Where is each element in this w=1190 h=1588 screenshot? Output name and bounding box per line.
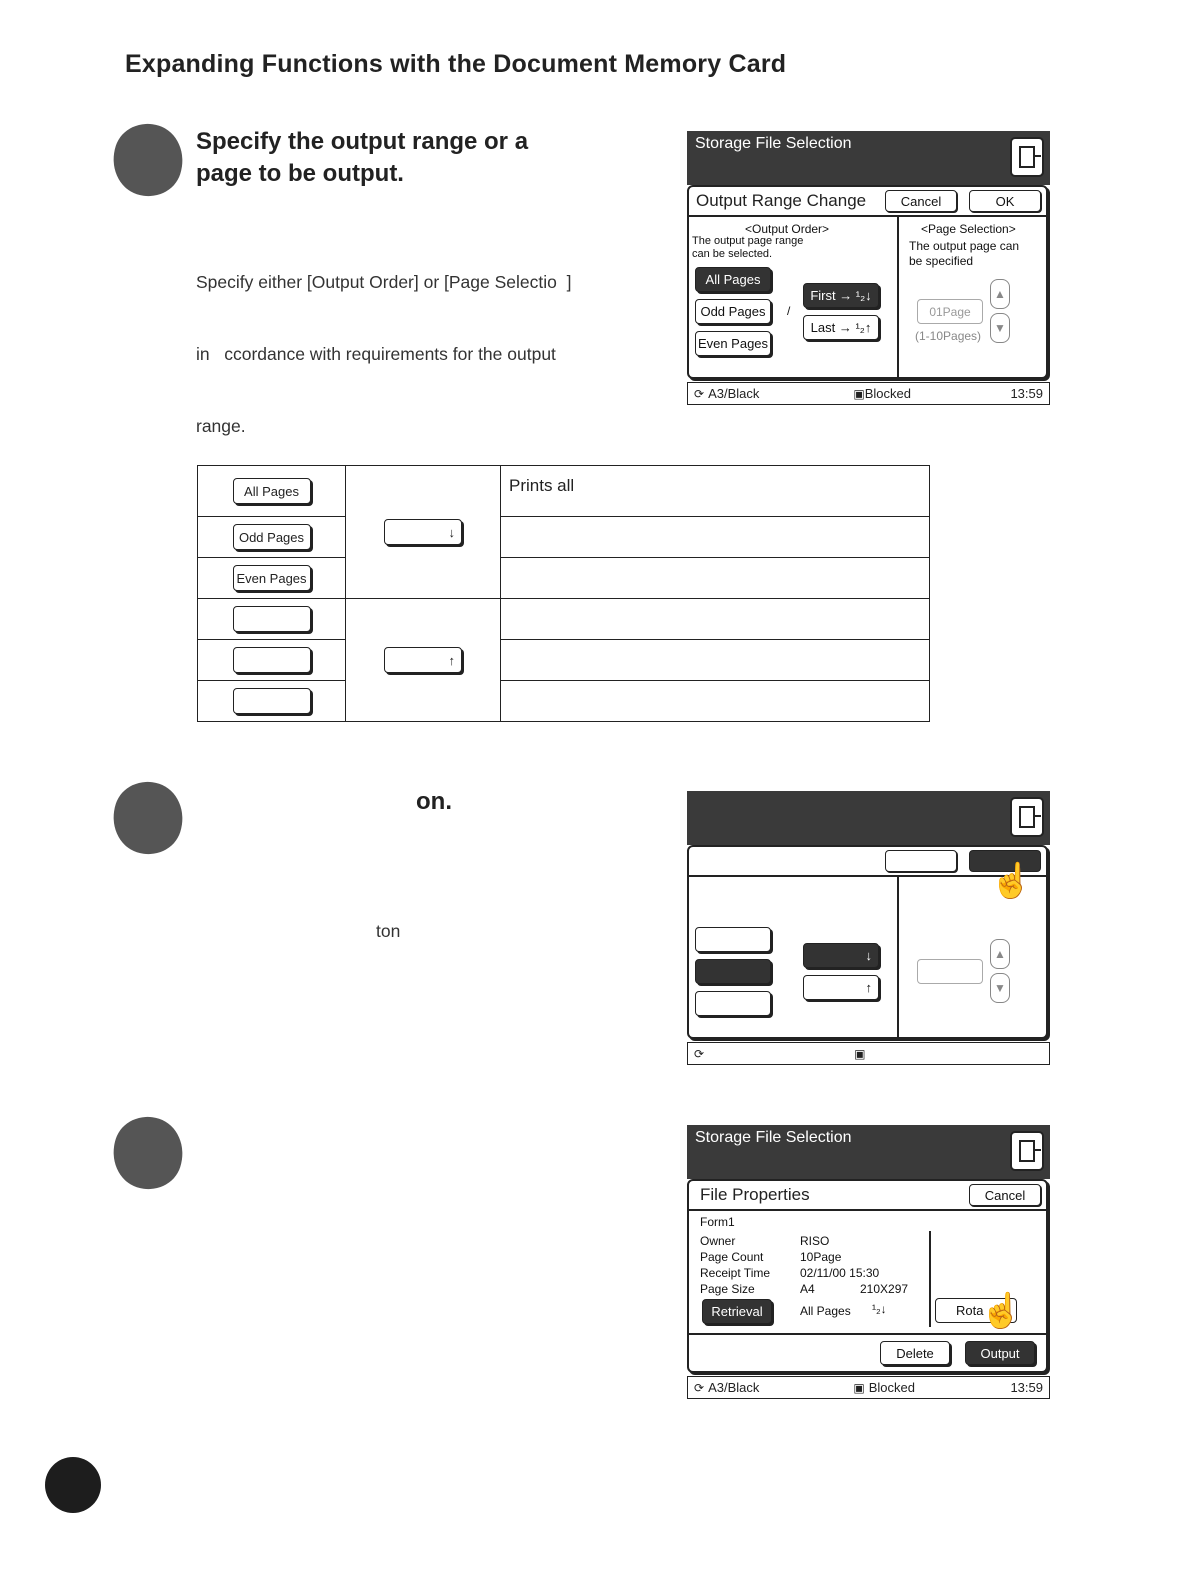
panel-title: Output Range Change xyxy=(696,191,867,210)
all-pages-button[interactable] xyxy=(695,927,771,952)
status-bar xyxy=(687,382,1050,405)
table-row xyxy=(198,517,930,558)
table-even-pages-button: Even Pages xyxy=(233,565,311,591)
page-number-field[interactable] xyxy=(917,959,983,984)
page-count-label: Page Count xyxy=(700,1250,764,1264)
status-bar xyxy=(687,1042,1050,1065)
table-row xyxy=(198,681,930,722)
table-row xyxy=(198,599,930,640)
paper-icon: ⟳ xyxy=(694,1380,705,1395)
up-arrow-icon: ↑ xyxy=(865,980,872,995)
card-icon: ▣ xyxy=(853,386,865,401)
status-state: Blocked xyxy=(864,386,911,401)
panel-title: File Properties xyxy=(700,1185,810,1204)
page-selection-desc-1: The output page can xyxy=(909,239,1020,253)
ok-button[interactable]: OK xyxy=(969,190,1041,212)
down-arrow-icon: ▼ xyxy=(994,321,1006,335)
owner-value: RISO xyxy=(800,1234,830,1248)
table-desc xyxy=(501,640,930,681)
table-row xyxy=(198,466,930,517)
table-odd-pages-button: Odd Pages xyxy=(233,524,311,550)
table-row xyxy=(198,640,930,681)
last-order-button[interactable] xyxy=(803,975,879,1000)
output-order-desc-2: can be selected. xyxy=(692,248,773,260)
table-cell xyxy=(198,681,346,722)
section-divider xyxy=(897,216,899,379)
page-title: Expanding Functions with the Document Memory Card xyxy=(125,50,787,78)
table-blank-button xyxy=(233,606,311,632)
even-pages-button[interactable]: Even Pages xyxy=(695,331,771,356)
down-arrow-icon: ↓ xyxy=(448,524,455,540)
screen-title: Storage File Selection xyxy=(695,1129,852,1146)
confirm-screen xyxy=(687,791,1050,1065)
up-arrow-icon: ↑ xyxy=(448,652,455,668)
table-cell xyxy=(346,466,501,599)
table-desc xyxy=(501,599,930,640)
odd-pages-button[interactable]: Odd Pages xyxy=(695,299,771,324)
card-icon: ▣ xyxy=(853,1380,865,1395)
status-time: 13:59 xyxy=(1010,386,1043,401)
table-blank-button xyxy=(233,647,311,673)
page-up-button[interactable] xyxy=(990,939,1010,969)
step-1-body-line-2: in ccordance with requirements for the output xyxy=(196,344,556,364)
page-size-label: Page Size xyxy=(700,1282,755,1296)
status-paper: A3/Black xyxy=(708,386,760,401)
down-arrow-icon: ↓ xyxy=(865,948,872,963)
step-2-marker xyxy=(104,773,193,863)
step-3-marker xyxy=(104,1108,193,1198)
file-properties-panel xyxy=(687,1179,1048,1373)
table-last-order-button xyxy=(384,647,462,673)
table-cell xyxy=(198,640,346,681)
receipt-time-label: Receipt Time xyxy=(700,1266,771,1280)
page-size-value: A4 xyxy=(800,1282,815,1296)
output-button[interactable]: Output xyxy=(965,1341,1035,1365)
odd-pages-button[interactable] xyxy=(695,959,771,984)
retrieval-button[interactable]: Retrieval xyxy=(702,1299,772,1324)
step-1-heading-line-2: page to be output. xyxy=(196,160,404,187)
output-order-desc-1: The output page range xyxy=(692,235,804,247)
exit-door-icon xyxy=(1019,1140,1035,1162)
pointing-hand-icon: ☝ xyxy=(990,862,1033,900)
section-divider xyxy=(897,876,899,1039)
table-blank-button xyxy=(233,688,311,714)
down-arrow-icon: ▼ xyxy=(994,981,1006,995)
first-order-button[interactable] xyxy=(803,943,879,968)
page-number-marker xyxy=(45,1457,101,1513)
status-state: Blocked xyxy=(868,1380,915,1395)
table-desc xyxy=(501,681,930,722)
paper-icon: ⟳ xyxy=(694,386,705,401)
table-first-order-button xyxy=(384,519,462,545)
slash-separator: / xyxy=(787,304,791,318)
status-paper: A3/Black xyxy=(708,1380,760,1395)
output-order-header: <Output Order> xyxy=(745,222,830,236)
page-size-dims: 210X297 xyxy=(860,1282,909,1296)
page-number-field[interactable]: 01Page xyxy=(917,299,983,324)
exit-door-icon xyxy=(1019,806,1035,828)
screen-title-bar xyxy=(687,131,1050,185)
table-desc: Prints all xyxy=(501,466,930,517)
output-order-table xyxy=(197,465,930,722)
output-range-value: All Pages xyxy=(800,1304,851,1318)
even-pages-button[interactable] xyxy=(695,991,771,1016)
step-2-heading: on. xyxy=(416,788,452,815)
page-count-value: 10Page xyxy=(800,1250,842,1264)
card-icon: ▣ xyxy=(854,1046,866,1061)
exit-door-icon xyxy=(1019,146,1035,168)
delete-button[interactable]: Delete xyxy=(880,1341,950,1365)
step-1-body-line-1: Specify either [Output Order] or [Page Selectio ] xyxy=(196,272,572,292)
status-bar xyxy=(687,1376,1050,1399)
up-arrow-icon: ▲ xyxy=(994,287,1006,301)
table-desc xyxy=(501,517,930,558)
step-1-marker xyxy=(104,115,193,205)
exit-button[interactable] xyxy=(1010,797,1044,837)
panel-divider xyxy=(689,1209,1048,1211)
page-down-button[interactable] xyxy=(990,313,1010,343)
table-row xyxy=(198,558,930,599)
step-1-body-line-3: range. xyxy=(196,416,246,436)
rotate-button[interactable]: Rota xyxy=(935,1298,1017,1323)
last-order-button[interactable]: Last → ¹₂↑ xyxy=(803,315,879,340)
status-time: 13:59 xyxy=(1010,1380,1043,1395)
output-range-panel xyxy=(687,185,1048,379)
page-selection-header: <Page Selection> xyxy=(921,222,1016,236)
step-1-heading-line-1: Specify the output range or a xyxy=(196,128,529,155)
paper-icon: ⟳ xyxy=(694,1046,705,1061)
panel-divider xyxy=(689,215,1048,217)
table-cell xyxy=(198,599,346,640)
step-2-body: ton xyxy=(376,921,401,941)
up-arrow-icon: ▲ xyxy=(994,947,1006,961)
screen-title: Storage File Selection xyxy=(695,135,852,152)
table-desc xyxy=(501,558,930,599)
screen-title-bar xyxy=(687,791,1050,845)
table-cell xyxy=(198,466,346,517)
file-name: Form1 xyxy=(700,1215,735,1229)
exit-button[interactable] xyxy=(1010,1131,1044,1171)
table-cell xyxy=(198,558,346,599)
table-all-pages-button: All Pages xyxy=(233,478,311,504)
receipt-time-value: 02/11/00 15:30 xyxy=(800,1266,880,1280)
screen-title-bar xyxy=(687,1125,1050,1179)
page-range-label: (1-10Pages) xyxy=(915,329,982,343)
step-1-heading xyxy=(196,126,528,190)
output-range-screen xyxy=(687,131,1050,405)
table-cell xyxy=(346,599,501,722)
cancel-button[interactable]: Cancel xyxy=(969,1184,1041,1206)
owner-label: Owner xyxy=(700,1234,736,1248)
step-1-body xyxy=(196,222,571,462)
exit-button[interactable] xyxy=(1010,137,1044,177)
order-icon: ¹₂↓ xyxy=(872,1302,887,1316)
all-pages-button[interactable]: All Pages xyxy=(695,267,771,292)
cancel-button[interactable] xyxy=(885,850,957,872)
page-down-button[interactable] xyxy=(990,973,1010,1003)
first-order-button[interactable]: First → ¹₂↓ xyxy=(803,283,879,308)
info-divider xyxy=(929,1231,931,1327)
panel-divider xyxy=(689,1333,1048,1335)
page-selection-desc-2: be specified xyxy=(909,254,974,268)
table-cell xyxy=(198,517,346,558)
pointing-hand-icon: ☝ xyxy=(980,1292,1023,1330)
cancel-button[interactable]: Cancel xyxy=(885,190,957,212)
page-up-button[interactable] xyxy=(990,279,1010,309)
file-properties-screen xyxy=(687,1125,1050,1399)
